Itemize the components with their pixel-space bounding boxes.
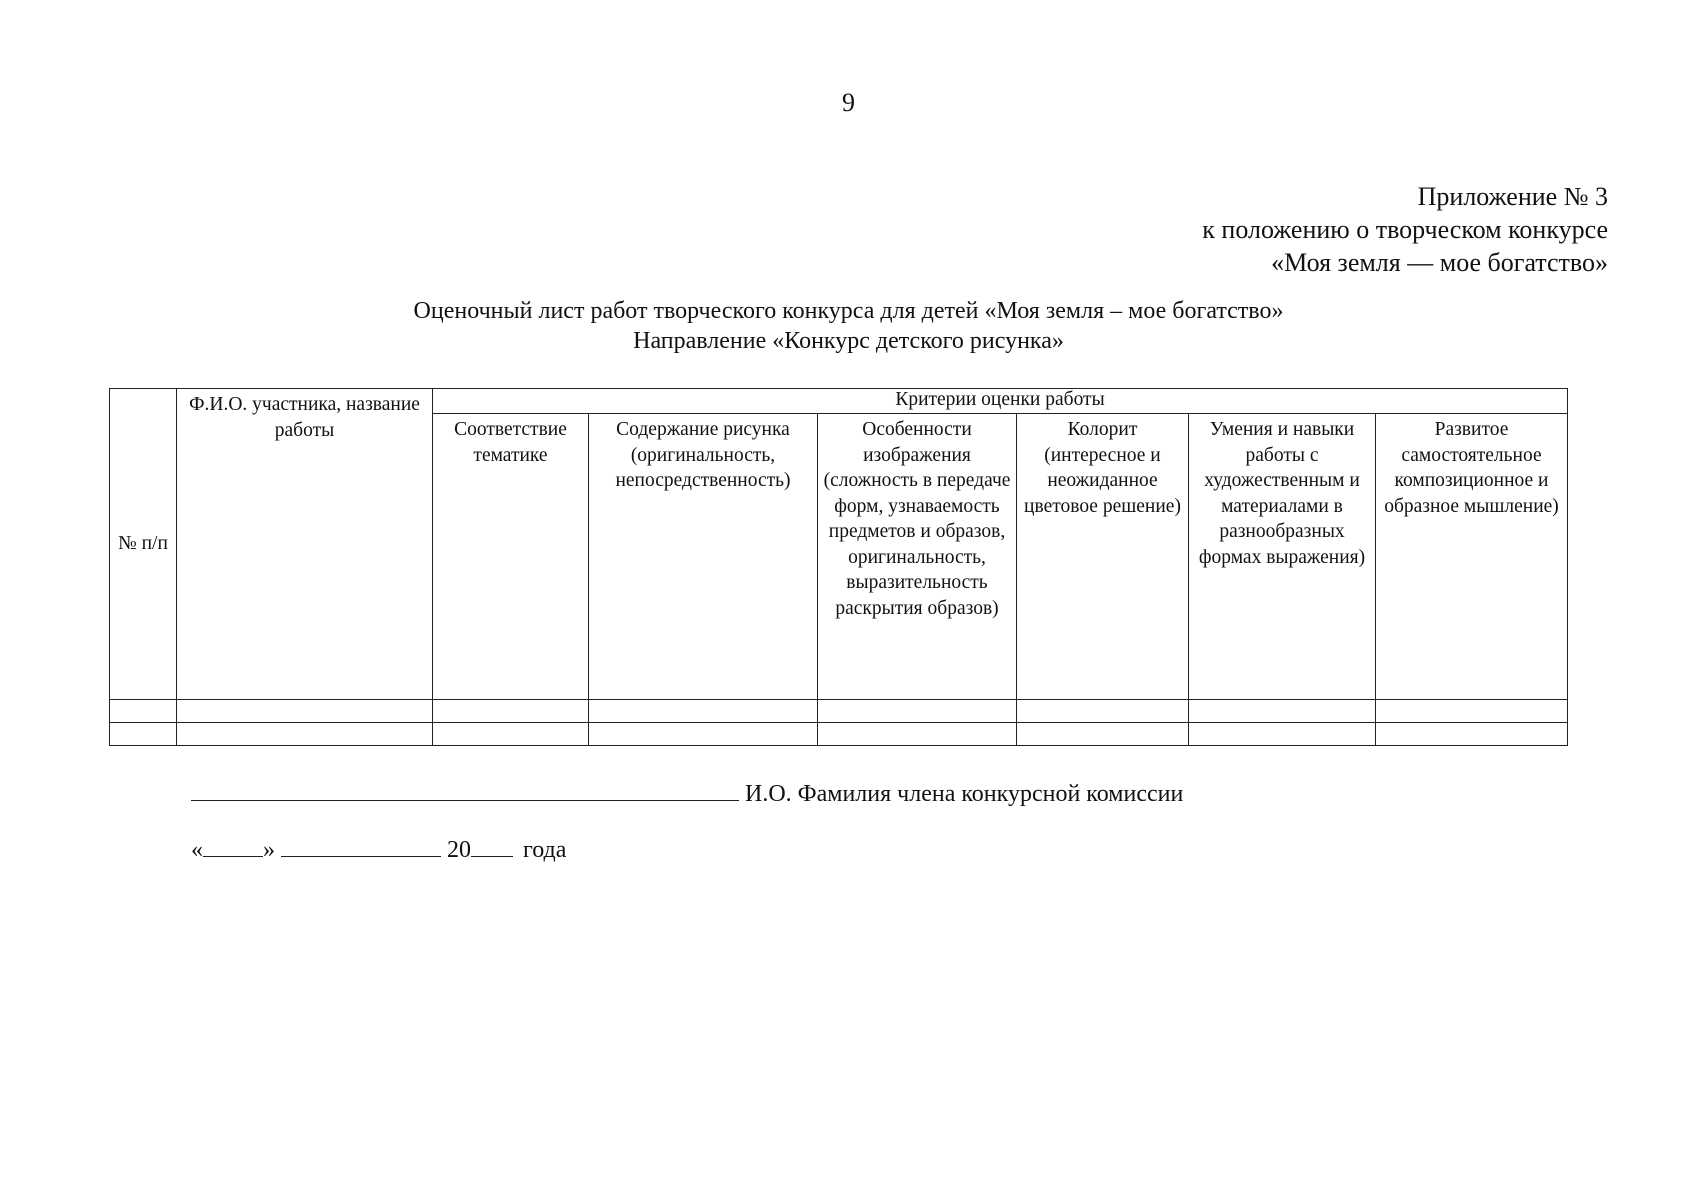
column-header-participant: Ф.И.О. участника, название работы <box>177 389 433 700</box>
table-row <box>110 700 1568 723</box>
table-cell <box>177 700 433 723</box>
table-cell <box>818 700 1017 723</box>
table-row <box>110 723 1568 746</box>
table-cell <box>1376 700 1568 723</box>
date-day-blank <box>203 834 263 857</box>
column-header-criterion-content: Содержание рисунка (оригинальность, непосредственность) <box>589 414 818 700</box>
table-cell <box>589 723 818 746</box>
table-cell <box>1017 700 1189 723</box>
date-close-quote: » <box>263 837 275 863</box>
evaluation-table <box>109 388 1568 746</box>
document-title-line2: Направление «Конкурс детского рисунка» <box>633 328 1064 354</box>
table-cell <box>589 700 818 723</box>
signature-label: И.О. Фамилия члена конкурсной комиссии <box>745 781 1184 807</box>
appendix-title: Приложение № 3 <box>1417 182 1608 211</box>
document-title-line1: Оценочный лист работ творческого конкурса для детей «Моя земля – мое богатство» <box>413 298 1284 324</box>
table-cell <box>1189 723 1376 746</box>
date-suffix: года <box>523 837 567 863</box>
table-cell <box>1189 700 1376 723</box>
table-cell <box>110 700 177 723</box>
date-line <box>191 834 566 864</box>
table-cell <box>818 723 1017 746</box>
appendix-header <box>1202 180 1608 279</box>
page-number: 9 <box>842 88 855 117</box>
date-year-blank <box>471 834 513 857</box>
column-header-number: № п/п <box>110 389 177 700</box>
table-cell <box>1017 723 1189 746</box>
column-header-criterion-coloring: Колорит (интересное и неожиданное цветовое решение) <box>1017 414 1189 700</box>
appendix-contest-name: «Моя земля — мое богатство» <box>1271 248 1608 277</box>
table-cell <box>110 723 177 746</box>
table-cell <box>433 700 589 723</box>
column-header-criterion-composition: Развитое самостоятельное композиционное и образное мышление) <box>1376 414 1568 700</box>
signature-line <box>191 776 1183 808</box>
signature-blank <box>191 776 739 801</box>
date-open-quote: « <box>191 837 203 863</box>
appendix-reference: к положению о творческом конкурсе <box>1202 215 1608 244</box>
column-group-header-criteria: Критерии оценки работы <box>433 389 1568 414</box>
table-cell <box>1376 723 1568 746</box>
document-title <box>0 296 1697 356</box>
table-cell <box>177 723 433 746</box>
column-header-criterion-image-features: Особенности изображения (сложность в передаче форм, узнаваемость предметов и образов, оригинальность, выразительность раскрытия образов) <box>818 414 1017 700</box>
date-month-blank <box>281 834 441 857</box>
column-header-criterion-theme: Соответствие тематике <box>433 414 589 700</box>
date-century: 20 <box>447 837 471 863</box>
table-cell <box>433 723 589 746</box>
column-header-criterion-skills: Умения и навыки работы с художественным и материалами в разнообразных формах выражения) <box>1189 414 1376 700</box>
